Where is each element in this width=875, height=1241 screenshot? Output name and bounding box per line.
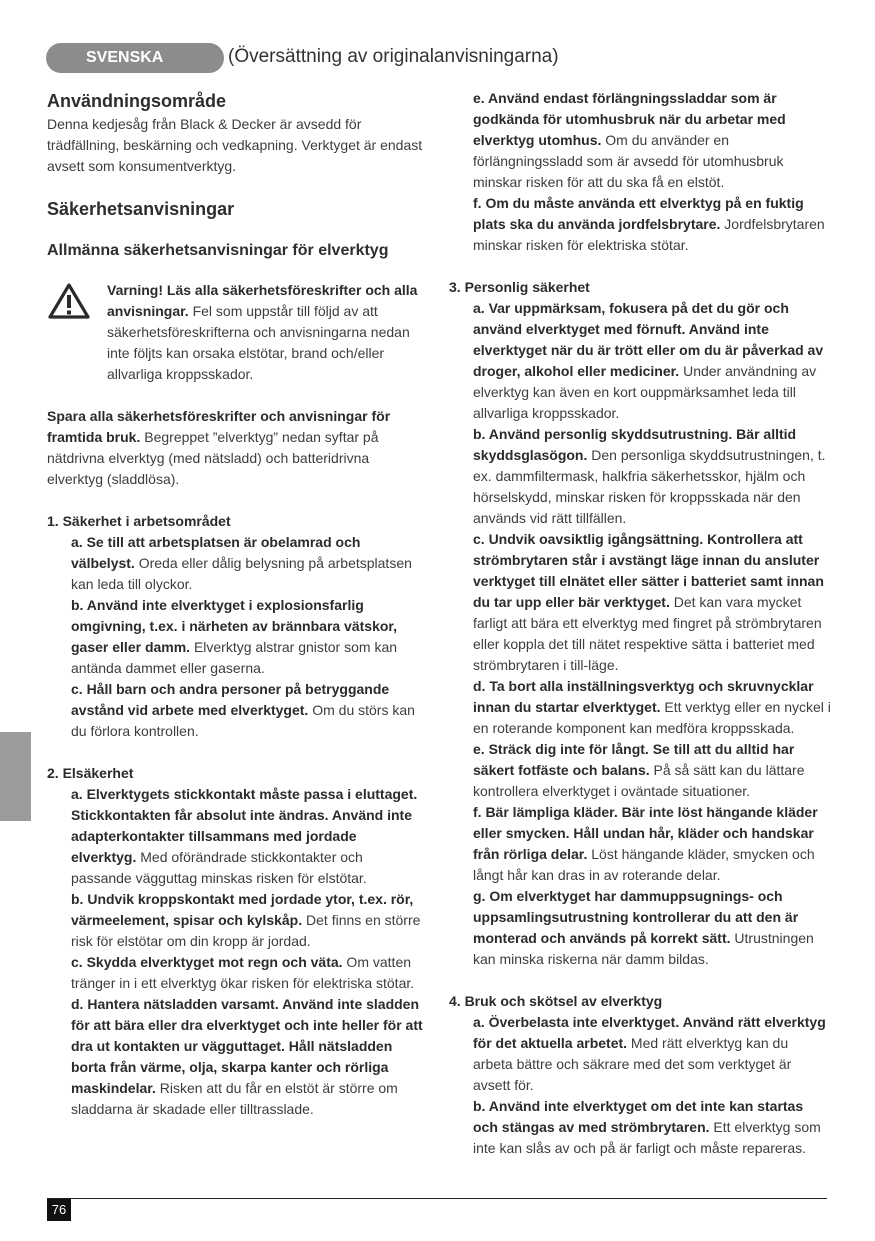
list-item: b. Använd inte elverktyget i explosionsfarlig omgivning, t.ex. i närheten av brännbara vätskor, gaser eller damm. Elverktyg alstrar gnistor som kan antända dammet eller gaserna. [71, 597, 398, 676]
language-tab [46, 43, 224, 73]
list-item: a. Elverktygets stickkontakt måste passa i eluttaget. Stickkontakten får absolut inte ändras. Använd inte adapterkontakter tillsammans med jordade elverktyg. Med oförändrade stickkontakter och passande vägguttag minskas risken för elstötar. [71, 786, 418, 886]
section-1-items [47, 532, 425, 742]
page-number: 76 [47, 1199, 71, 1221]
warning-block [47, 280, 425, 385]
safety-heading: Säkerhetsanvisningar [47, 199, 235, 219]
list-item: c. Håll barn och andra personer på betryggande avstånd vid arbete med elverktyget. Om du störs kan du förlora kontrollen. [71, 681, 415, 739]
list-item: e. Sträck dig inte för långt. Se till att du alltid har säkert fotfäste och balans. På så sätt kan du lättare kontrollera elverktyget i oväntade situationer. [473, 741, 805, 799]
side-thumb-tab [0, 732, 31, 821]
list-item: g. Om elverktyget har dammuppsugnings- och uppsamlingsutrustning kontrollerar du att den är monterad och används på korrekt sätt. Utrustningen kan minska riskerna när damm bildas. [473, 888, 814, 967]
left-column [47, 88, 425, 1120]
list-item: c. Skydda elverktyget mot regn och väta. Om vatten tränger in i ett elverktyg ökar risken för elektriska stötar. [71, 954, 415, 991]
list-item: f. Bär lämpliga kläder. Bär inte löst hängande kläder eller smycken. Håll undan hår, kläder och handskar från rörliga delar. Löst hängande kläder, smycken och långt hår kan dras in av roterande delar. [473, 804, 818, 883]
footer-divider [47, 1198, 827, 1199]
usage-heading: Användningsområde [47, 91, 227, 111]
list-item: d. Hantera nätsladden varsamt. Använd inte sladden för att bära eller dra elverktyget och inte heller för att dra ut kontakten ur vägguttaget. Håll nätsladden borta från värme, olja, skarpa kanter och rörliga maskindelar. Risken att du får en elstöt är större om sladdarna är skadade eller tilltrasslade. [71, 996, 423, 1117]
section-4-items [449, 1012, 831, 1159]
list-item: c. Undvik oavsiktlig igångsättning. Kontrollera att strömbrytaren står i avstängt läge innan du ansluter verktyget till elnätet eller sätter i batteriet samt innan du tar upp eller bär verktyget. Det kan vara mycket farligt att bära ett elverktyg med fingret på strömbrytaren eller koppla det till nätet respektive sätta i batteriet med strömbrytaren i till-läge. [473, 531, 824, 673]
section-2-title: 2. Elsäkerhet [47, 765, 134, 781]
list-item: e. Använd endast förlängningssladdar som är godkända för utomhusbruk när du arbetar med elverktyg utomhus. Om du använder en förlängningssladd som är avsedd för utomhusbruk minskar risken för att du ska få en elstöt. [473, 90, 786, 190]
language-label: SVENSKA [86, 49, 164, 66]
list-item: a. Se till att arbetsplatsen är obelamrad och välbelyst. Oreda eller dålig belysning på arbetsplatsen kan leda till olyckor. [71, 534, 412, 592]
general-safety-heading: Allmänna säkerhetsanvisningar för elverktyg [47, 242, 389, 259]
usage-text: Denna kedjesåg från Black & Decker är avsedd för trädfällning, beskärning och vedkapning. Verktyget är endast avsett som konsumentverktyg. [47, 116, 423, 174]
section-3-items [449, 298, 831, 970]
warning-triangle-icon [47, 280, 107, 385]
section-4-title: 4. Bruk och skötsel av elverktyg [449, 993, 663, 1009]
section-1-title: 1. Säkerhet i arbetsområdet [47, 513, 231, 529]
section-2-items-continued [449, 88, 831, 256]
warning-text: Varning! Läs alla säkerhetsföreskrifter och alla anvisningar. Fel som uppstår till följd av att säkerhetsföreskrifterna och anvisningarna nedan inte följts kan orsaka elstötar, brand och/eller allvarliga kroppsskador. [107, 282, 418, 382]
page-header-title: (Översättning av originalanvisningarna) [228, 46, 559, 67]
section-2-items [47, 784, 425, 1120]
list-item: b. Undvik kroppskontakt med jordade ytor, t.ex. rör, värmeelement, spisar och kylskåp. Det finns en större risk för elstötar om din kropp är jordad. [71, 891, 421, 949]
list-item: f. Om du måste använda ett elverktyg på en fuktig plats ska du använda jordfelsbrytare. Jordfelsbrytaren minskar risken för elektriska stötar. [473, 195, 825, 253]
list-item: a. Var uppmärksam, fokusera på det du gör och använd elverktyget med förnuft. Använd inte elverktyget när du är trött eller om du är påverkad av droger, alkohol eller mediciner. Under användning av elverktyg kan även en kort ouppmärksamhet leda till allvarliga kroppsskador. [473, 300, 824, 421]
section-3-title: 3. Personlig säkerhet [449, 279, 590, 295]
list-item: a. Överbelasta inte elverktyget. Använd rätt elverktyg för det aktuella arbetet. Med rätt elverktyg kan du arbeta bättre och säkrare med det som verktyget är avsett för. [473, 1014, 826, 1093]
right-column [449, 88, 831, 1159]
list-item: d. Ta bort alla inställningsverktyg och skruvnycklar innan du startar elverktyget. Ett verktyg eller en nyckel i en roterande komponent kan medföra kroppsskada. [473, 678, 831, 736]
list-item: b. Använd inte elverktyget om det inte kan startas och stängas av med strömbrytaren. Ett elverktyg som inte kan slås av och på är farligt och måste repareras. [473, 1098, 821, 1156]
save-instructions: Spara alla säkerhetsföreskrifter och anvisningar för framtida bruk. Begreppet ”elverktyg” nedan syftar på nätdrivna elverktyg (med nätsladd) och batteridrivna elverktyg (sladdlösa). [47, 408, 391, 487]
list-item: b. Använd personlig skyddsutrustning. Bär alltid skyddsglasögon. Den personliga skyddsutrustningen, t. ex. dammfiltermask, halkfria säkerhetsskor, hjälm och hörselskydd, minskar risken för kroppsskada när den används vid rätt tillfällen. [473, 426, 826, 526]
